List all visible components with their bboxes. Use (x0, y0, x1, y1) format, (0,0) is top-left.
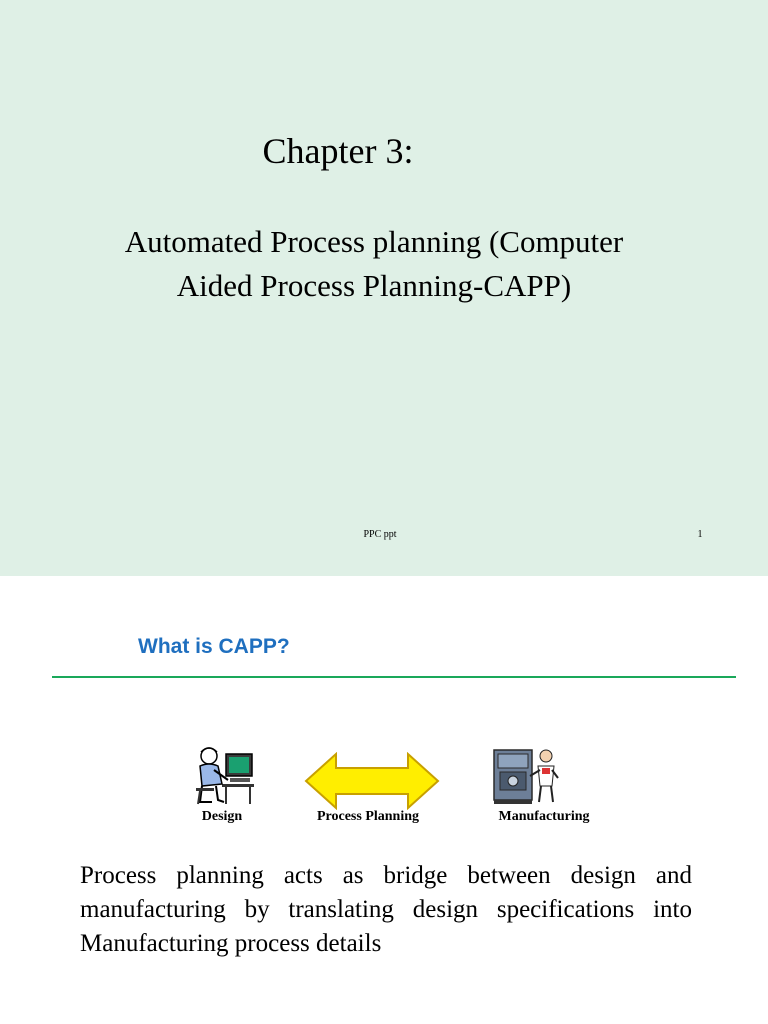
design-label: Design (201, 809, 243, 824)
person-at-computer-icon (192, 744, 256, 806)
body-paragraph: Process planning acts as bridge between design and manufacturing by translating design specifications into Manufacturing process details (80, 862, 692, 957)
subtitle-line-1: Automated Process planning (Computer (124, 224, 624, 259)
manufacturing-label: Manufacturing (498, 809, 590, 824)
page-number: 1 (697, 529, 703, 540)
slide-2 (0, 576, 768, 1024)
subtitle-line-2: Aided Process Planning-CAPP) (176, 268, 572, 303)
slide-footer: PPC ppt (363, 529, 397, 540)
heading-divider (52, 676, 736, 678)
machine-operator-icon (490, 746, 562, 806)
process-planning-label: Process Planning (316, 809, 420, 824)
slide-heading: What is CAPP? (138, 635, 290, 658)
double-arrow-icon (304, 752, 440, 810)
chapter-title: Chapter 3: (262, 131, 414, 171)
chapter-subtitle (60, 220, 688, 308)
